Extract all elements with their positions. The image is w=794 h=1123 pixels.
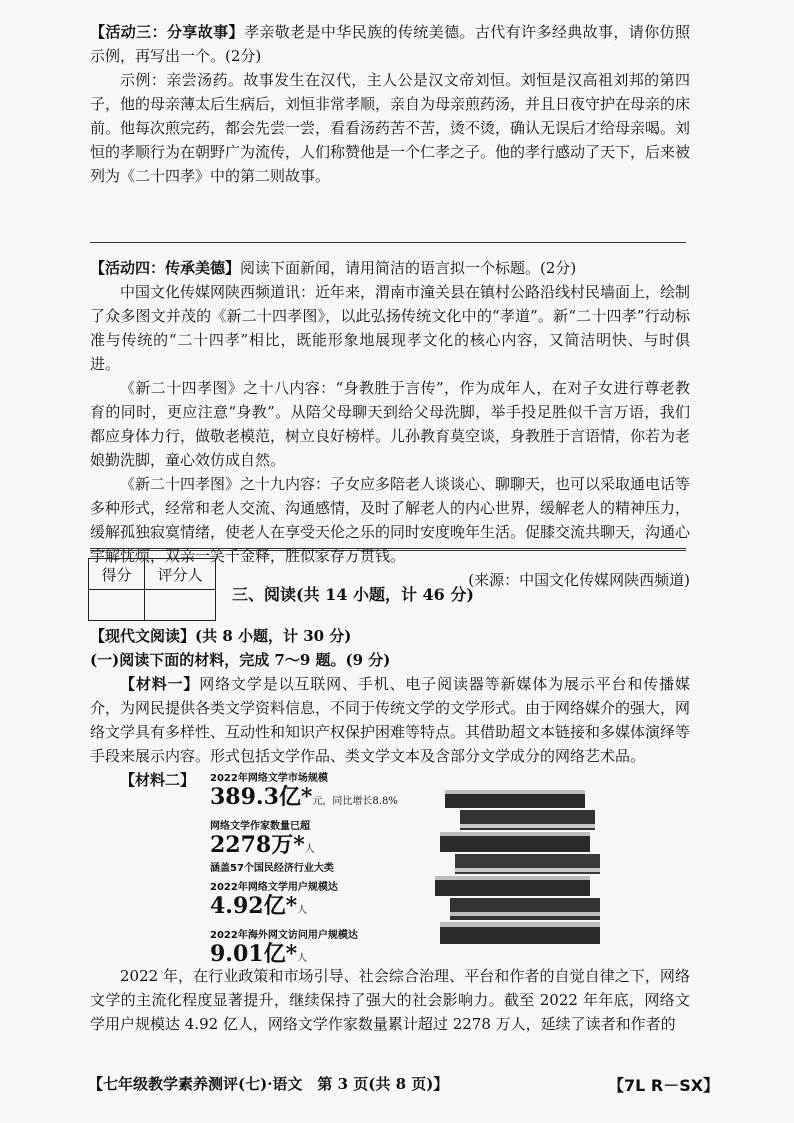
modern-reading-block bbox=[90, 624, 690, 792]
activity4-block bbox=[90, 256, 690, 592]
stat-item-3 bbox=[210, 881, 420, 923]
activity4-paragraph-2: 《新二十四孝图》之十八内容：“身教胜于言传”，作为成年人，在对子女进行尊老教育的同时，更应注意“身教”。从陪父母聊天到给父母洗脚，举手投足胜似千言万语，我们都应身体力行，做敬老模范，树立良好榜样。儿孙教育莫空谈，身教胜于言语情，你若为老娘勤洗脚，童心效仿成自然。 bbox=[90, 379, 691, 469]
activity3-example: 示例：亲尝汤药。故事发生在汉代，主人公是汉文帝刘恒。刘恒是汉高祖刘邦的第四子，他的母亲薄太后生病后，刘恒非常孝顺，亲自为母亲煎药汤，并且日夜守护在母亲的床前。他每次煎完药，都会先尝一尝，看看汤药苦不苦，烫不烫，确认无误后才给母亲喝。刘恒的孝顺行为在朝野广为流传，人们称赞他是一个仁孝之子。他的孝行感动了天下，后来被列为《二十四孝》中的第二则故事。 bbox=[90, 71, 691, 185]
stat-value-1: 389.3亿*元，同比增长8.8% bbox=[210, 784, 398, 810]
activity3-prompt bbox=[90, 20, 690, 68]
answer-line-1[interactable] bbox=[90, 242, 686, 243]
footer-page-info: 【七年级教学素养测评(七)·语文 第 3 页(共 8 页)】 bbox=[88, 1075, 449, 1093]
stats-infographic bbox=[210, 772, 630, 967]
activity4-heading: 【活动四：传承美德】 bbox=[90, 259, 241, 277]
stat-extra-2: 涵盖57个国民经济行业大类 bbox=[210, 863, 334, 874]
section-three-title: 三、阅读(共 14 小题，计 46 分) bbox=[232, 585, 474, 604]
stat-item-2 bbox=[210, 820, 420, 875]
score-box bbox=[88, 558, 216, 621]
grader-header: 评分人 bbox=[145, 559, 216, 590]
material-one bbox=[90, 672, 690, 768]
material-one-text: 网络文学是以互联网、手机、电子阅读器等新媒体为展示平台和传播媒介，为网民提供各类文学资料信息，不同于传统文学的文学形式。由于网络媒介的强大，网络文学具有多样性、互动性和知识产权保护困难等特点。其借助超文本链接和多媒体演绎等手段来展示内容。形式包括文学作品、类文学文本及含部分文学成分的网络艺术品。 bbox=[90, 675, 691, 765]
score-cell[interactable] bbox=[89, 590, 145, 621]
stat-item-1 bbox=[210, 772, 420, 814]
score-header: 得分 bbox=[89, 559, 145, 590]
stat-value-2: 2278万*人 bbox=[210, 832, 315, 858]
stat-label-1: 2022年网络文学市场规模 bbox=[210, 773, 328, 784]
activity4-prompt-text: 阅读下面新闻，请用简洁的语言拟一个标题。(2分) bbox=[240, 259, 577, 277]
activity4-paragraph-1: 中国文化传媒网陕西频道讯：近年来，渭南市潼关县在镇村公路沿线村民墙面上，绘制了众多图文并茂的《新二十四孝图》，以此弘扬传统文化中的“孝道”。新“二十四孝”行动标准与传统的“二十四孝”相比，既能形象地展现孝文化的核心内容，又简洁明快、与时俱进。 bbox=[90, 283, 691, 373]
book-stack-icon bbox=[420, 782, 620, 952]
activity3-block bbox=[90, 20, 690, 188]
modern-heading: 【现代文阅读】(共 8 小题，计 30 分) bbox=[90, 627, 352, 645]
modern-subheading: (一)阅读下面的材料，完成 7～9 题。(9 分) bbox=[90, 651, 391, 669]
grader-cell[interactable] bbox=[145, 590, 216, 621]
stat-value-3: 4.92亿*人 bbox=[210, 893, 308, 919]
material-two-text-block bbox=[90, 964, 690, 1036]
activity3-heading: 【活动三：分享故事】 bbox=[90, 23, 244, 41]
stat-value-4: 9.01亿*人 bbox=[210, 941, 308, 967]
material-one-label: 【材料一】 bbox=[120, 675, 200, 693]
activity3-prompt-text: 孝亲敬老是中华民族的传统美德。古代有许多经典故事，请你仿照示例，再写出一个。(2分) bbox=[90, 23, 690, 65]
section-divider bbox=[90, 548, 686, 551]
stat-list bbox=[210, 772, 420, 971]
material-two-label: 【材料二】 bbox=[120, 771, 196, 789]
stat-label-2: 网络文学作家数量已超 bbox=[210, 821, 310, 832]
activity4-paragraph-3: 《新二十四孝图》之十九内容：子女应多陪老人谈谈心、聊聊天，也可以采取通电话等多种形式，经常和老人交流、沟通感情，及时了解老人的内心世界，缓解老人的精神压力，缓解孤独寂寞情绪，使老人在享受天伦之乐的同时安度晚年生活。促膝交流共聊天，沟通心宇解忧烦，双亲一笑千金释，胜似家存万贯钱。 bbox=[90, 475, 691, 565]
stat-label-4: 2022年海外网文访问用户规模达 bbox=[210, 930, 358, 941]
news-source: (来源：中国文化传媒网陕西频道) bbox=[468, 571, 690, 589]
material-two-paragraph: 2022 年，在行业政策和市场引导、社会综合治理、平台和作者的自觉自律之下，网络文学的主流化程度显著提升，继续保持了强大的社会影响力。截至 2022 年年底，网络文学用户规模达 4.92 亿人，网络文学作家数量累计超过 2278 万人，延续了读者和作者的 bbox=[90, 967, 690, 1033]
activity4-prompt bbox=[90, 256, 690, 280]
stat-label-3: 2022年网络文学用户规模达 bbox=[210, 882, 338, 893]
footer-code: 【7L R－SX】 bbox=[608, 1076, 720, 1095]
